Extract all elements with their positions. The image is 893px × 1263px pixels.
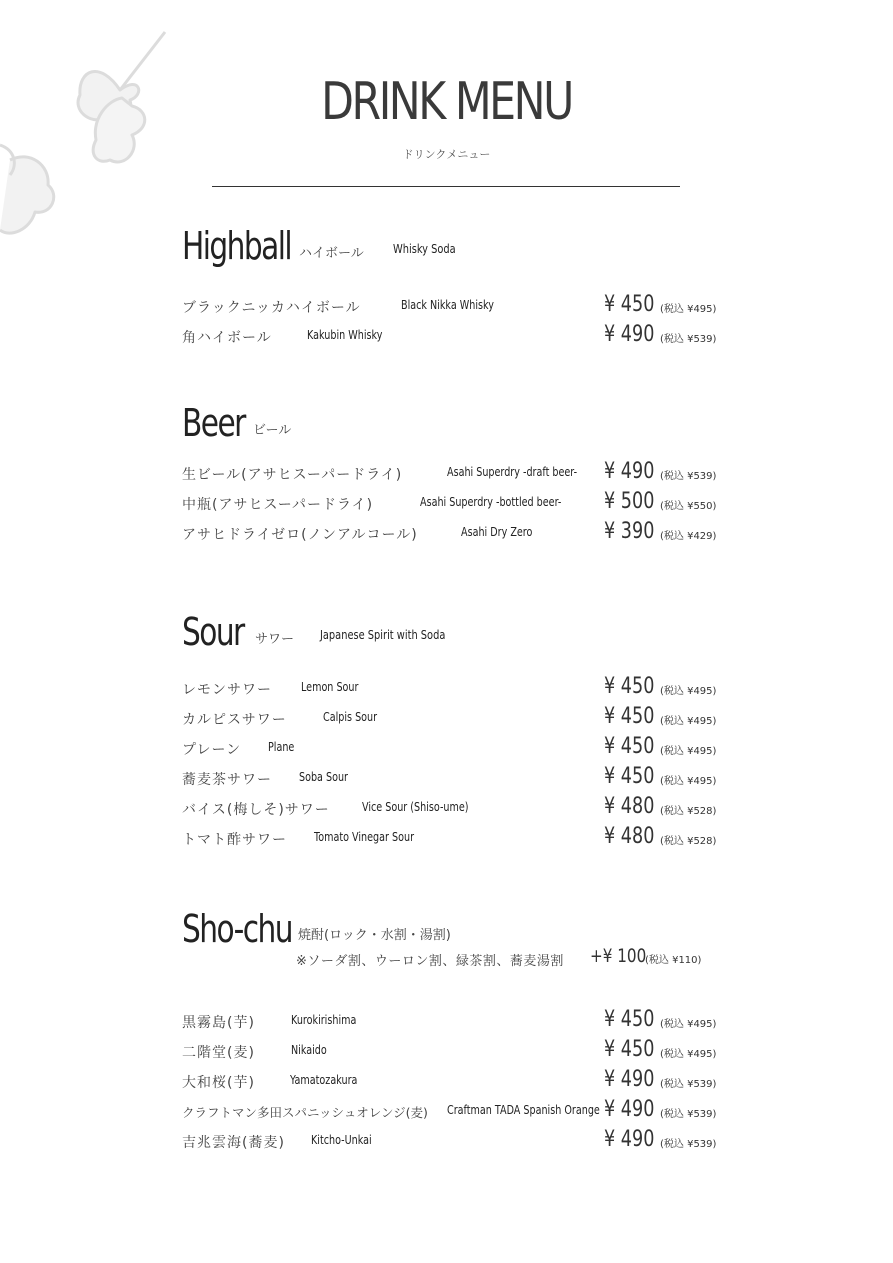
item-jp-name: トマト酢サワー [182,832,287,848]
menu-item [182,1009,722,1033]
item-tax-price: (税込 ¥550) [660,501,717,512]
menu-item [182,1039,722,1063]
menu-item [182,796,722,820]
item-en-name: Asahi Dry Zero [461,525,533,539]
menu-item [182,826,722,850]
item-jp-name: バイス(梅しそ)サワー [182,802,330,818]
item-jp-name: 蕎麦茶サワー [182,772,272,788]
section-jp-highball: ハイボール [299,246,364,261]
section-title-highball: Highball [182,224,292,268]
item-jp-name: レモンサワー [182,682,272,698]
item-price: ¥ 450 [604,764,655,789]
section-en-sour: Japanese Spirit with Soda [320,628,446,642]
item-tax-price: (税込 ¥495) [660,776,717,787]
item-en-name: Craftman TADA Spanish Orange [447,1103,600,1117]
section-jp-beer: ビール [253,423,292,438]
item-jp-name: プレーン [182,742,242,758]
item-tax-price: (税込 ¥495) [660,686,717,697]
item-price: ¥ 500 [604,489,655,514]
menu-item [182,324,722,348]
item-en-name: Kakubin Whisky [307,328,383,342]
item-price: ¥ 480 [604,794,655,819]
item-tax-price: (税込 ¥429) [660,531,717,542]
item-en-name: Plane [268,740,295,754]
item-jp-name: 吉兆雲海(蕎麦) [182,1135,285,1151]
item-price: ¥ 450 [604,704,655,729]
item-en-name: Calpis Sour [323,710,378,724]
item-en-name: Tomato Vinegar Sour [314,830,415,844]
section-en-highball: Whisky Soda [393,242,456,256]
item-jp-name: クラフトマン多田スパニッシュオレンジ(麦) [182,1105,428,1120]
item-tax-price: (税込 ¥495) [660,1049,717,1060]
shochu-mixer-note: ※ソーダ割、ウーロン割、緑茶割、蕎麦湯割 [296,954,564,969]
item-price: ¥ 450 [604,734,655,759]
item-tax-price: (税込 ¥495) [660,1019,717,1030]
item-price: ¥ 450 [604,674,655,699]
item-tax-price: (税込 ¥495) [660,746,717,757]
section-jp-shochu: 焼酎(ロック・水割・湯割) [298,928,451,943]
item-tax-price: (税込 ¥528) [660,836,717,847]
item-tax-price: (税込 ¥539) [660,1139,717,1150]
item-jp-name: 二階堂(麦) [182,1045,255,1061]
item-price: ¥ 490 [604,322,655,347]
menu-item [182,491,722,515]
item-price: ¥ 450 [604,1007,655,1032]
menu-item [182,736,722,760]
item-tax-price: (税込 ¥528) [660,806,717,817]
item-jp-name: カルピスサワー [182,712,287,728]
item-jp-name: アサヒドライゼロ(ノンアルコール) [182,527,418,543]
menu-item [182,461,722,485]
item-en-name: Nikaido [291,1043,327,1057]
item-tax-price: (税込 ¥539) [660,1079,717,1090]
item-jp-name: 大和桜(芋) [182,1075,255,1091]
menu-item [182,521,722,545]
shochu-mixer-price: +¥ 100 [590,945,647,967]
item-en-name: Asahi Superdry -bottled beer- [420,495,562,509]
item-en-name: Black Nikka Whisky [401,298,494,312]
item-en-name: Lemon Sour [301,680,359,694]
item-en-name: Kurokirishima [291,1013,357,1027]
section-title-beer: Beer [182,401,245,445]
item-en-name: Yamatozakura [290,1073,358,1087]
section-title-sour: Sour [182,610,244,654]
header-divider [212,186,680,187]
item-en-name: Soba Sour [299,770,348,784]
item-price: ¥ 490 [604,459,655,484]
item-price: ¥ 480 [604,824,655,849]
item-jp-name: 生ビール(アサヒスーパードライ) [182,467,403,483]
menu-item [182,1129,722,1153]
item-tax-price: (税込 ¥495) [660,716,717,727]
page-subtitle: ドリンクメニュー [402,148,491,161]
item-jp-name: 黒霧島(芋) [182,1015,255,1031]
menu-item [182,676,722,700]
item-jp-name: 角ハイボール [182,330,272,346]
section-jp-sour: サワー [255,632,295,647]
item-tax-price: (税込 ¥539) [660,471,717,482]
item-tax-price: (税込 ¥495) [660,304,717,315]
item-price: ¥ 450 [604,1037,655,1062]
item-price: ¥ 490 [604,1097,655,1122]
menu-item [182,294,722,318]
item-jp-name: 中瓶(アサヒスーパードライ) [182,497,374,513]
item-price: ¥ 390 [604,519,655,544]
item-en-name: Asahi Superdry -draft beer- [447,465,578,479]
item-price: ¥ 490 [604,1067,655,1092]
menu-item [182,1069,722,1093]
item-price: ¥ 450 [604,292,655,317]
item-tax-price: (税込 ¥539) [660,1109,717,1120]
page-title: DRINK MENU [321,72,572,132]
item-tax-price: (税込 ¥539) [660,334,717,345]
item-en-name: Kitcho-Unkai [311,1133,372,1147]
menu-item [182,1099,722,1123]
section-title-shochu: Sho-chu [182,907,292,951]
shochu-mixer-tax-price: (税込 ¥110) [645,955,702,966]
menu-item [182,766,722,790]
item-price: ¥ 490 [604,1127,655,1152]
item-jp-name: ブラックニッカハイボール [182,300,361,316]
menu-item [182,706,722,730]
item-en-name: Vice Sour (Shiso-ume) [362,800,469,814]
